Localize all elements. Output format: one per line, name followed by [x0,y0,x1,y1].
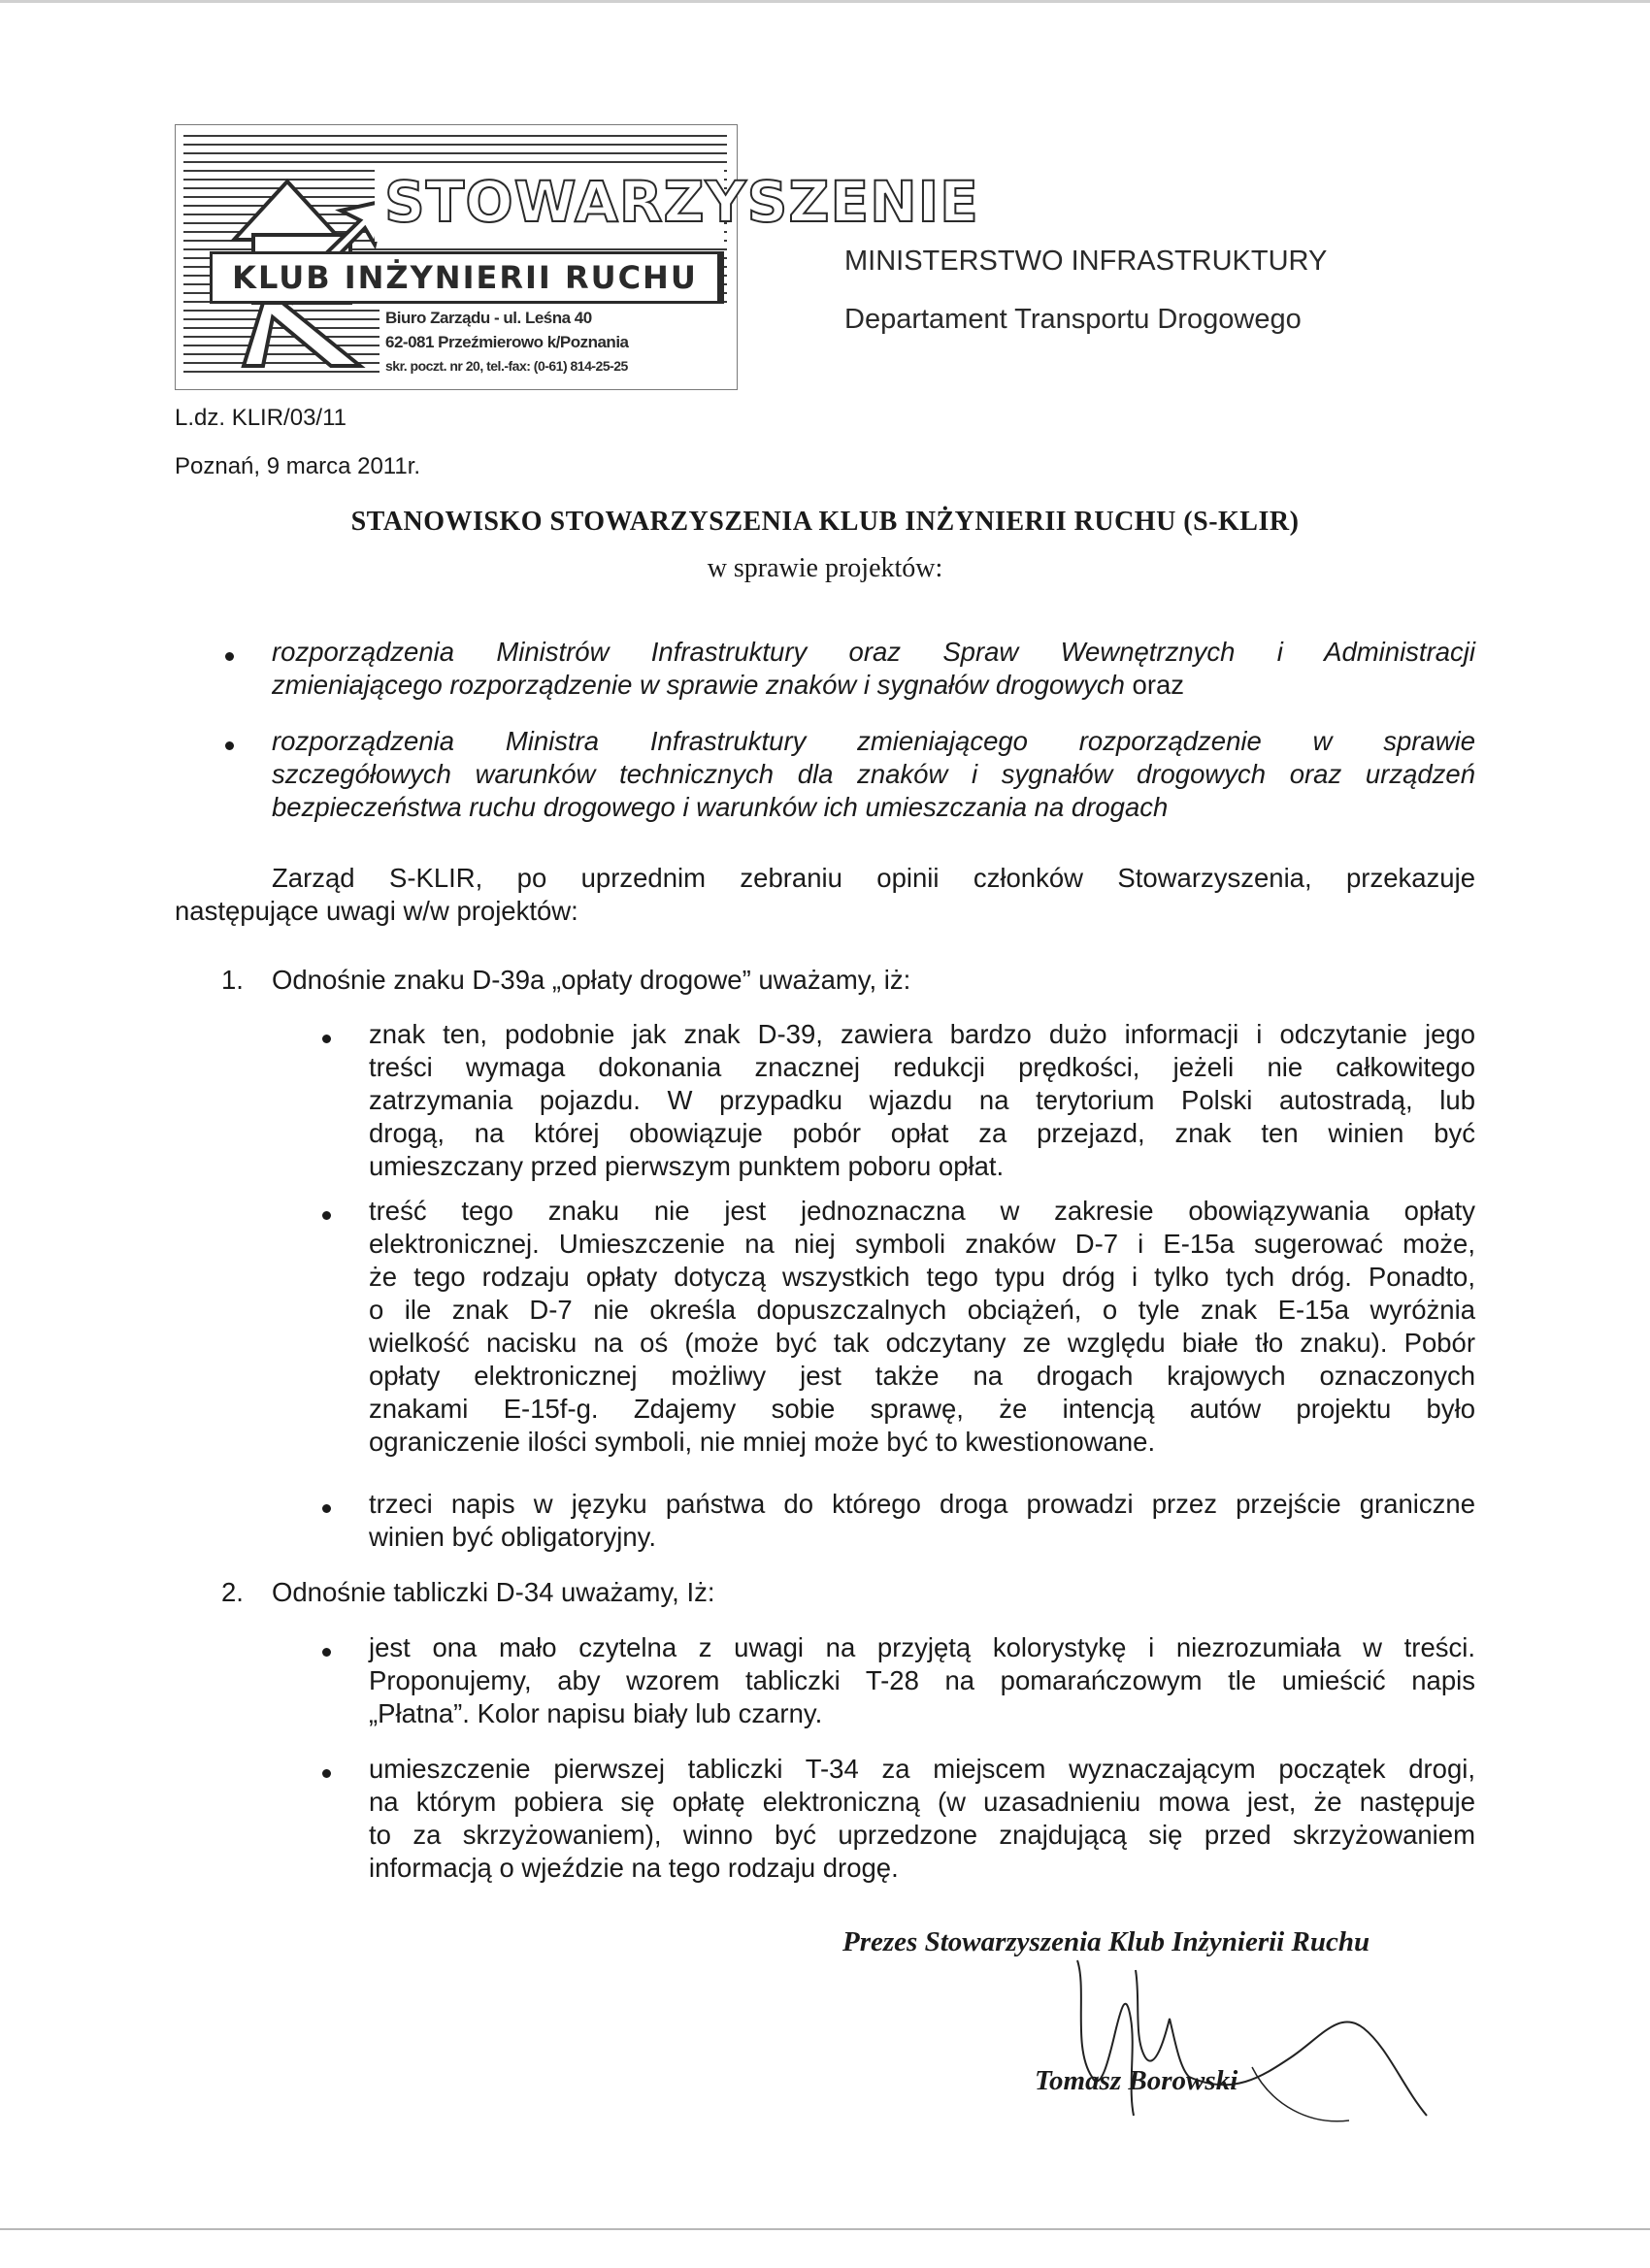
recipient-ministry: MINISTERSTWO INFRASTRUKTURY [844,246,1328,277]
remark-point: umieszczenie pierwszej tabliczki T-34 za miejscem wyznaczającym początek drogi, na którym pobiera się opłatę elektroniczną (w uzasadnieniu mowa jest, że następuje to za skrzyżowaniem), winno być uprzedzone znajdującą się przed skrzyżowaniem informacją o wjeździe na tego rodzaju drogę. [369,1754,1475,1883]
section-title: Odnośnie tabliczki D-34 uważamy, Iż: [272,1577,715,1607]
logo-address-line: skr. poczt. nr 20, tel.-fax: (0-61) 814-25-25 [385,358,628,374]
remark-point: znak ten, podobnie jak znak D-39, zawiera bardzo dużo informacji i odczytanie jego treści wymaga dokonania znacznej redukcji prędkości, jeżeli nie całkowitego zatrzymania pojazdu. W przypadku wjazdu na terytorium Polski autostradą, lub drogą, na której obowiązuje pobór opłat za przejazd, znak ten winien być umieszczany przed pierwszym punktem poboru opłat. [369,1019,1475,1181]
project-item: rozporządzenia Ministrów Infrastruktury oraz Spraw Wewnętrznych i Administracji zmieniającego rozporządzenie w sprawie znaków i sygnałów drogowych oraz [272,637,1475,700]
logo-address [380,306,730,379]
document-heading: STANOWISKO STOWARZYSZENIA KLUB INŻYNIERII RUCHU (S-KLIR) [350,507,1300,537]
bullet-icon [225,652,234,661]
intro-paragraph: Zarząd S-KLIR, po uprzednim zebraniu opinii członków Stowarzyszenia, przekazuje następujące uwagi w/w projektów: [175,863,1475,926]
bullet-icon [322,1769,331,1778]
logo-address-line: 62-081 Przeźmierowo k/Poznania [385,333,629,351]
remark-point: trzeci napis w języku państwa do którego droga prowadzi przez przejście graniczne winien być obligatoryjny. [369,1489,1475,1552]
logo-address-line: Biuro Zarządu - ul. Leśna 40 [385,309,592,327]
document-subheading: w sprawie projektów: [707,553,943,583]
remark-point: treść tego znaku nie jest jednoznaczna w zakresie obowiązywania opłaty elektronicznej. Umieszczenie na niej symboli znaków D-7 i E-15a sugerować może, że tego rodzaju opłaty dotyczą wszystkich tego typu dróg i tylko tych dróg. Ponadto, o ile znak D-7 nie określa dopuszczalnych obciążeń, o tyle znak E-15a wyróżnia wielkość nacisku na oś (może być tak odczytany ze względu białe tło znaku). Pobór opłaty elektronicznej możliwy jest także na drogach krajowych oznaczonych znakami E-15f-g. Zdajemy sobie sprawę, że intencją autów projektu było ograniczenie ilości symboli, nie mniej może być to kwestionowane. [369,1196,1475,1457]
section-number: 2. [221,1577,244,1607]
bullet-icon [322,1035,331,1043]
project-item: rozporządzenia Ministra Infrastruktury zmieniającego rozporządzenie w sprawie szczegółowych warunków technicznych dla znaków i sygnałów drogowych oraz urządzeń bezpieczeństwa ruchu drogowego i warunków ich umieszczania na drogach [272,726,1475,822]
place-date: Poznań, 9 marca 2011r. [175,453,421,479]
remark-point: jest ona mało czytelna z uwagi na przyjętą kolorystykę i niezrozumiała w treści. Proponujemy, aby wzorem tabliczki T-28 na pomarańczowym tle umieścić napis „Płatna”. Kolor napisu biały lub czarny. [369,1632,1475,1728]
bullet-icon [322,1648,331,1657]
association-logo [175,124,979,390]
bullet-icon [322,1211,331,1220]
recipient-department: Departament Transportu Drogowego [844,304,1302,335]
section-number: 1. [221,965,244,995]
signatory-title: Prezes Stowarzyszenia Klub Inżynierii Ruchu [842,1926,1370,1957]
bullet-icon [322,1504,331,1513]
reference-number: L.dz. KLIR/03/11 [175,405,346,431]
scan-edge-bottom [0,2228,1650,2230]
logo-band: KLUB INŻYNIERII RUCHU [210,251,724,304]
logo-title: STOWARZYSZENIE [384,169,979,235]
scan-edge-top [0,0,1650,3]
bullet-icon [225,741,234,750]
signatory-name: Tomasz Borowski [1035,2065,1238,2096]
section-title: Odnośnie znaku D-39a „opłaty drogowe” uważamy, iż: [272,965,911,995]
